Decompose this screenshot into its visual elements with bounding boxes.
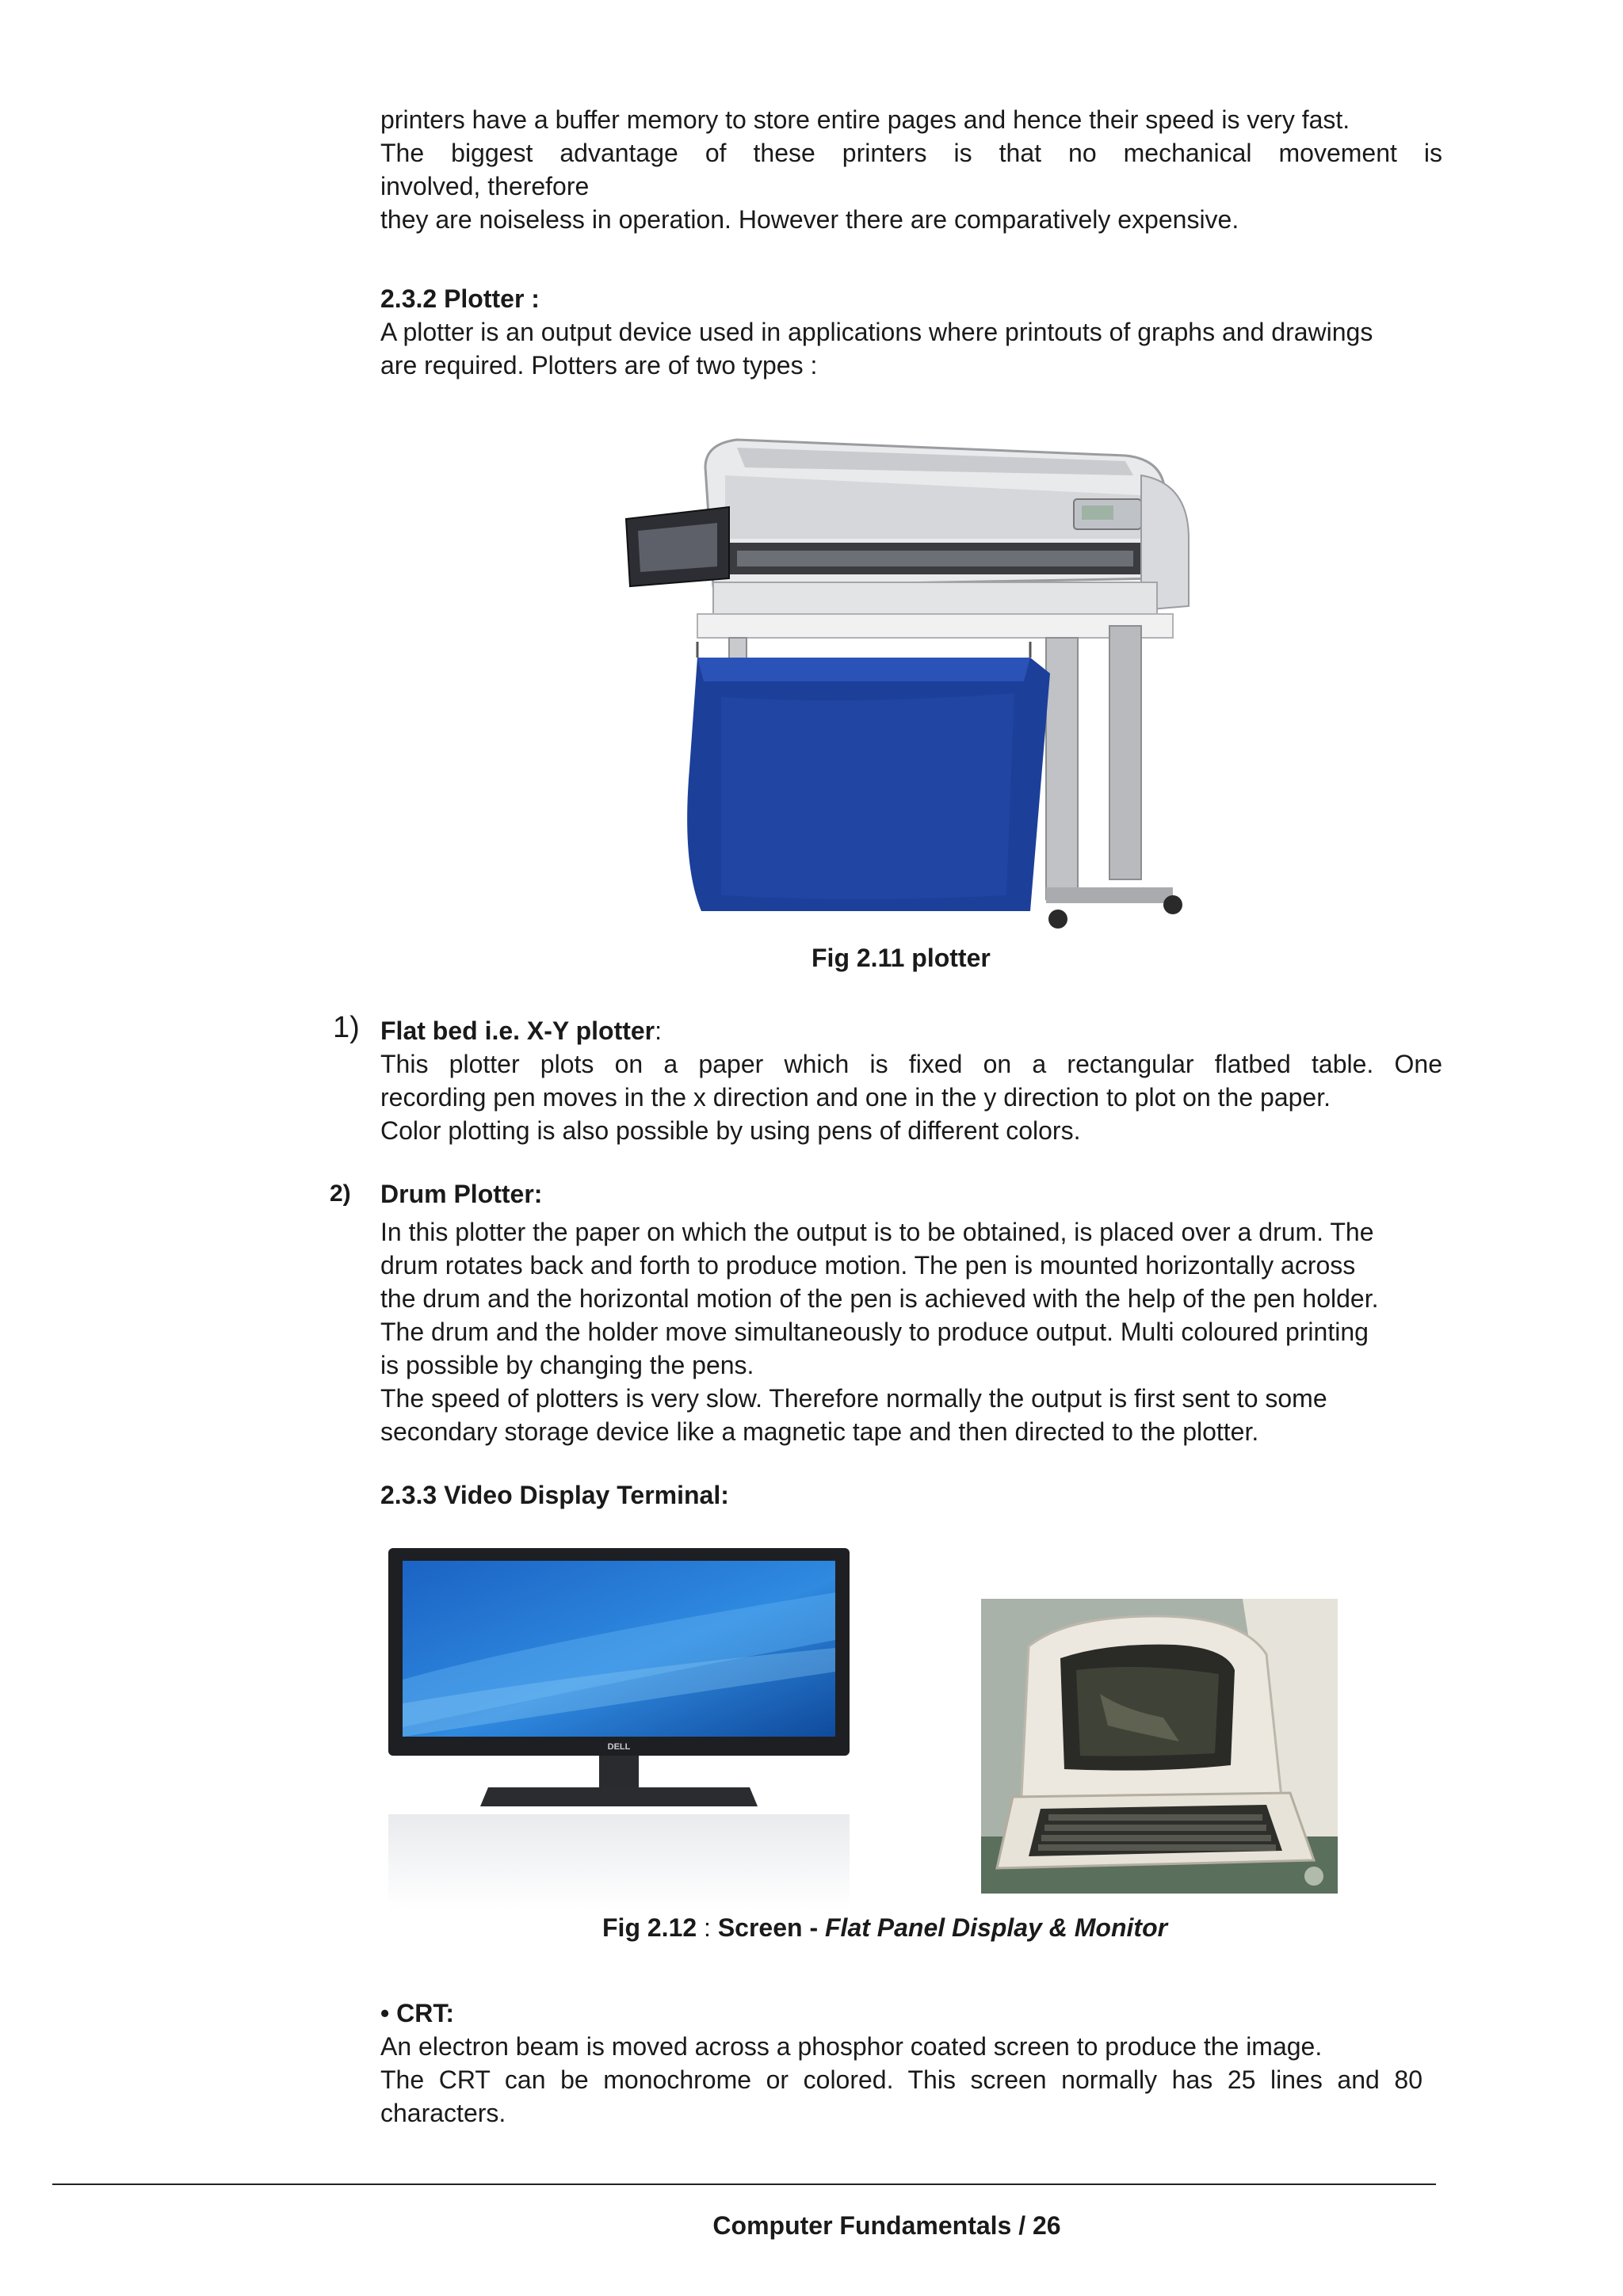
flatbed-line-1: This plotter plots on a paper which is fixed on a rectangular flatbed table. One: [380, 1050, 1442, 1078]
monitor-brand-logo: [608, 1742, 631, 1752]
flatbed-number: 1): [333, 1011, 360, 1044]
crt-terminal-image: [981, 1599, 1338, 1894]
drum-number: 2): [330, 1180, 351, 1207]
vdt-caption-screen: Screen -: [717, 1913, 825, 1942]
vdt-caption-italic: Flat Panel Display & Monitor: [825, 1913, 1168, 1942]
intro-line-2: The biggest advantage of these printers is that no mechanical movement is: [380, 139, 1442, 167]
flatbed-paragraph: [380, 1047, 1442, 1147]
footer-text: Computer Fundamentals / 26: [712, 2211, 1061, 2240]
plotter-figure-caption: Fig 2.11 plotter: [812, 944, 991, 972]
vdt-heading: 2.3.3 Video Display Terminal:: [380, 1481, 729, 1509]
flatbed-title: Flat bed i.e. X-Y plotter: [380, 1016, 655, 1045]
footer-rule: [52, 2183, 1436, 2185]
flatbed-title-suffix: :: [655, 1016, 663, 1045]
crt-line-1: An electron beam is moved across a phosphor coated screen to produce the image.: [380, 2032, 1323, 2061]
vdt-caption-separator: :: [697, 1913, 718, 1942]
svg-text:DELL: DELL: [607, 1742, 631, 1752]
drum-heading: Drum Plotter:: [380, 1180, 543, 1208]
intro-line-3: involved, therefore: [380, 172, 590, 200]
plotter-line-2: are required. Plotters are of two types :: [380, 351, 818, 379]
plotter-line-1: A plotter is an output device used in applications where printouts of graphs and drawings: [380, 318, 1373, 346]
crt-line-3: characters.: [380, 2099, 506, 2127]
drum-line-3: the drum and the horizontal motion of the pen is achieved with the help of the pen holder.: [380, 1284, 1379, 1313]
plotter-paragraph: [380, 315, 1442, 382]
drum-line-2: drum rotates back and forth to produce motion. The pen is mounted horizontally across: [380, 1251, 1356, 1280]
drum-line-6: The speed of plotters is very slow. Therefore normally the output is first sent to some: [380, 1384, 1327, 1413]
drum-line-7: secondary storage device like a magnetic tape and then directed to the plotter.: [380, 1417, 1259, 1446]
flatbed-line-2: recording pen moves in the x direction and one in the y direction to plot on the paper.: [380, 1083, 1331, 1112]
drum-line-5: is possible by changing the pens.: [380, 1351, 754, 1379]
vdt-figure-caption: [602, 1911, 1167, 1944]
drum-paragraph: [380, 1215, 1442, 1448]
vdt-caption-fig: Fig 2.12: [602, 1913, 697, 1942]
intro-line-1: printers have a buffer memory to store entire pages and hence their speed is very fast.: [380, 105, 1350, 134]
drum-line-1: In this plotter the paper on which the output is to be obtained, is placed over a drum. The: [380, 1218, 1374, 1246]
plotter-heading: 2.3.2 Plotter :: [380, 284, 540, 313]
crt-paragraph: [380, 2030, 1423, 2130]
drum-line-4: The drum and the holder move simultaneously to produce output. Multi coloured printing: [380, 1318, 1369, 1346]
intro-line-4: they are noiseless in operation. However there are comparatively expensive.: [380, 205, 1239, 234]
flatbed-line-3: Color plotting is also possible by using pens of different colors.: [380, 1116, 1081, 1145]
crt-heading: • CRT:: [380, 1999, 454, 2027]
page-footer: [0, 2209, 1623, 2242]
flatbed-heading: [380, 1014, 662, 1047]
flat-panel-monitor-image: [385, 1545, 853, 1925]
intro-paragraph: [380, 103, 1442, 236]
crt-line-2: The CRT can be monochrome or colored. This screen normally has 25 lines and 80: [380, 2065, 1423, 2094]
plotter-image: [618, 420, 1205, 935]
